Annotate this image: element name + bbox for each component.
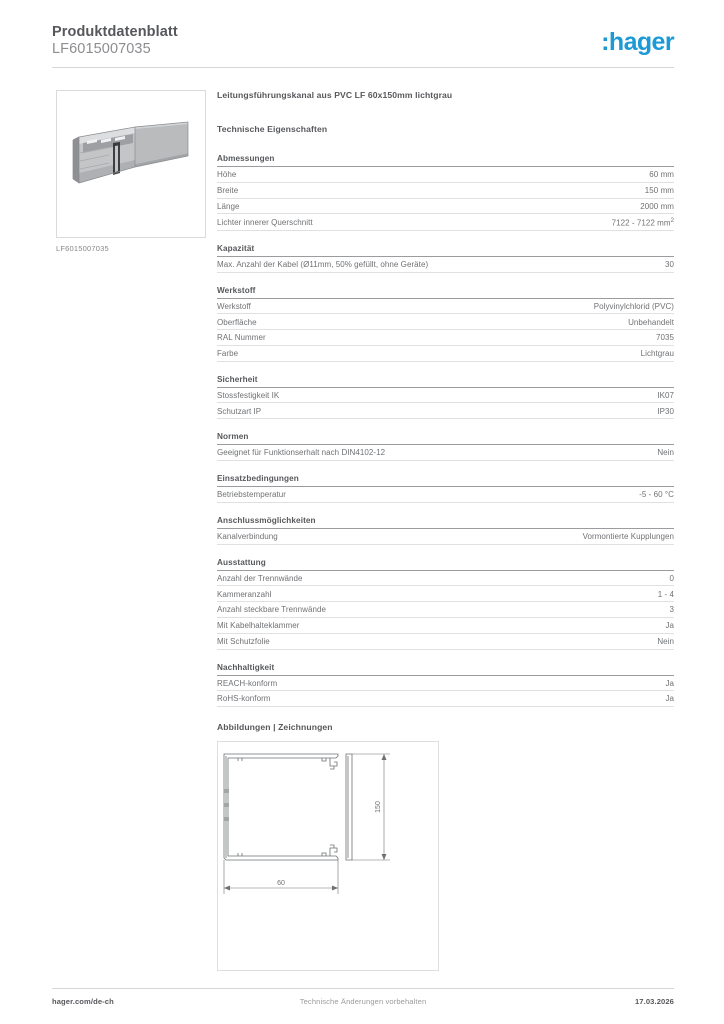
- spec-group-title: Sicherheit: [217, 375, 674, 388]
- footer-website[interactable]: hager.com/de-ch: [52, 997, 114, 1006]
- spec-label: Anzahl der Trennwände: [217, 573, 303, 583]
- footer-date: 17.03.2026: [634, 997, 674, 1006]
- footer-divider: [52, 988, 674, 989]
- spec-group-title: Werkstoff: [217, 286, 674, 299]
- spec-group: [217, 558, 674, 650]
- hager-logo: [601, 28, 674, 56]
- product-name: Leitungsführungskanal aus PVC LF 60x150mm lichtgrau: [217, 90, 453, 100]
- spec-label: Lichter innerer Querschnitt: [217, 218, 313, 228]
- spec-group: [217, 516, 674, 545]
- spec-label: Breite: [217, 185, 239, 195]
- spec-row: [217, 691, 674, 707]
- spec-label: Schutzart IP: [217, 406, 262, 416]
- spec-groups: [217, 154, 674, 707]
- spec-group-title: Kapazität: [217, 244, 674, 257]
- product-image-caption: LF6015007035: [56, 244, 109, 253]
- spec-label: RAL Nummer: [217, 333, 266, 343]
- spec-group-title: Anschlussmöglichkeiten: [217, 516, 674, 529]
- spec-group: [217, 432, 674, 461]
- spec-label: Kanalverbindung: [217, 532, 278, 541]
- spec-row: [217, 214, 674, 230]
- spec-group: [217, 244, 674, 273]
- spec-row: [217, 529, 674, 545]
- spec-label: Länge: [217, 201, 240, 211]
- spec-row: [217, 676, 674, 692]
- spec-label: Oberfläche: [217, 317, 257, 327]
- spec-value: Ja: [665, 694, 674, 704]
- spec-label: Geeignet für Funktionserhalt nach DIN4102-12: [217, 448, 386, 458]
- spec-row: [217, 314, 674, 330]
- spec-row: [217, 346, 674, 362]
- spec-value: 0: [669, 573, 674, 583]
- spec-value: Ja: [665, 621, 674, 631]
- spec-row: [217, 183, 674, 199]
- spec-row: [217, 445, 674, 461]
- spec-group: [217, 154, 674, 231]
- spec-value: 1 - 4: [657, 589, 674, 599]
- spec-value: IP30: [657, 406, 674, 416]
- spec-value: 2000 mm: [640, 201, 674, 211]
- spec-value: 7035: [656, 333, 674, 343]
- technical-drawing: [218, 742, 438, 970]
- product-image-box: [56, 90, 206, 238]
- logo-colon-icon: :: [601, 28, 609, 56]
- spec-value: Unbehandelt: [628, 317, 674, 327]
- spec-row: [217, 299, 674, 315]
- tech-properties-heading: Technische Eigenschaften: [217, 124, 328, 134]
- spec-group-title: Ausstattung: [217, 558, 674, 571]
- spec-label: Kammeranzahl: [217, 589, 272, 599]
- spec-value: 30: [665, 259, 674, 269]
- spec-group: [217, 474, 674, 503]
- drawings-heading: Abbildungen | Zeichnungen: [217, 722, 333, 733]
- footer-disclaimer: Technische Änderungen vorbehalten: [299, 997, 427, 1006]
- spec-label: Farbe: [217, 349, 239, 359]
- spec-group-title: Einsatzbedingungen: [217, 474, 674, 487]
- spec-value: IK07: [657, 390, 674, 400]
- spec-value: 7122 - 7122 $mm^2$: [611, 217, 674, 228]
- spec-group-title: Normen: [217, 432, 674, 445]
- dimension-width-label: 60: [277, 880, 285, 888]
- spec-row: [217, 571, 674, 587]
- page-reference: LF6015007035: [52, 41, 151, 57]
- spec-row: [217, 167, 674, 183]
- page-header: [52, 24, 674, 68]
- spec-value: Nein: [657, 636, 674, 646]
- spec-row: [217, 487, 674, 503]
- spec-group: [217, 286, 674, 362]
- page-footer: [52, 997, 674, 1011]
- spec-value: 60 mm: [649, 170, 674, 180]
- spec-row: [217, 388, 674, 404]
- spec-label: Mit Kabelhalteklammer: [217, 621, 300, 631]
- spec-label: Werkstoff: [217, 301, 251, 311]
- spec-value: 150 mm: [644, 185, 674, 195]
- header-divider: [52, 67, 674, 68]
- spec-row: [217, 586, 674, 602]
- dimension-height-label: 150: [375, 801, 382, 813]
- spec-label: Betriebstemperatur: [217, 490, 286, 500]
- spec-group: [217, 375, 674, 420]
- spec-label: REACH-konform: [217, 678, 278, 688]
- logo-wordmark: hager: [608, 28, 674, 56]
- spec-value: Ja: [665, 678, 674, 688]
- spec-value: Lichtgrau: [640, 349, 674, 359]
- product-photo-cable-trunking: [57, 91, 205, 237]
- spec-row: [217, 257, 674, 273]
- spec-row: [217, 199, 674, 215]
- spec-label: RoHS-konform: [217, 694, 271, 704]
- spec-label: Höhe: [217, 170, 237, 180]
- spec-row: [217, 618, 674, 634]
- spec-value: -5 - 60 °C: [639, 490, 674, 500]
- spec-value: Polyvinylchlorid (PVC): [593, 301, 674, 311]
- spec-row: [217, 634, 674, 650]
- main-content: [217, 90, 674, 971]
- spec-group-title: Nachhaltigkeit: [217, 663, 674, 676]
- spec-row: [217, 403, 674, 419]
- spec-group: [217, 663, 674, 708]
- spec-value: Vormontierte Kupplungen: [582, 532, 674, 541]
- spec-group-title: Abmessungen: [217, 154, 674, 167]
- page-title: Produktdatenblatt: [52, 24, 178, 40]
- spec-label: Max. Anzahl der Kabel (Ø11mm, 50% gefüllt, ohne Geräte): [217, 259, 429, 269]
- spec-label: Mit Schutzfolie: [217, 636, 270, 646]
- spec-row: [217, 602, 674, 618]
- spec-value: 3: [669, 605, 674, 615]
- spec-row: [217, 330, 674, 346]
- technical-drawing-frame: [217, 741, 439, 971]
- spec-label: Anzahl steckbare Trennwände: [217, 605, 326, 615]
- spec-label: Stossfestigkeit IK: [217, 390, 280, 400]
- spec-value: Nein: [657, 448, 674, 458]
